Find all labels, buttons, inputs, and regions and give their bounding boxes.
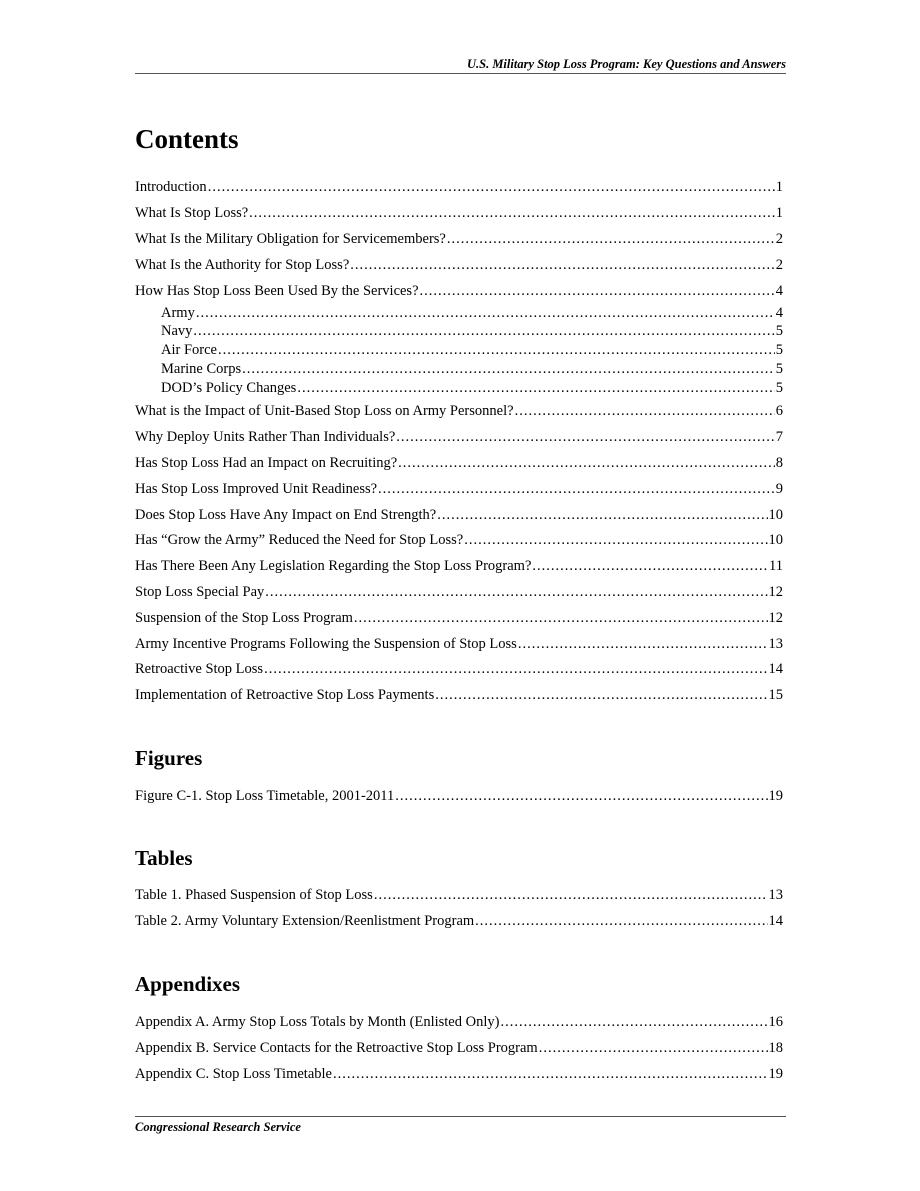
figure-entry[interactable]: Figure C-1. Stop Loss Timetable, 2001-2011 ..... 19 [135,787,783,805]
toc-subentry[interactable]: DOD’s Policy Changes ..... 5 [161,379,783,397]
toc-entry[interactable]: Implementation of Retroactive Stop Loss Payments ..... 15 [135,686,783,704]
toc-entry[interactable]: Stop Loss Special Pay ..... 12 [135,583,783,601]
toc-entry[interactable]: Has Stop Loss Improved Unit Readiness? ..... 9 [135,480,783,498]
toc-entry[interactable]: Retroactive Stop Loss ..... 14 [135,660,783,678]
toc-entry[interactable]: Does Stop Loss Have Any Impact on End Strength? ..... 10 [135,506,783,524]
toc-entry[interactable]: Has “Grow the Army” Reduced the Need for Stop Loss? ..... 10 [135,531,783,549]
appendix-entry[interactable]: Appendix A. Army Stop Loss Totals by Month (Enlisted Only) ..... 16 [135,1013,783,1031]
toc-entry[interactable]: Why Deploy Units Rather Than Individuals? ..... 7 [135,428,783,446]
toc-entry[interactable]: What Is Stop Loss? ..... 1 [135,204,783,222]
toc-entry[interactable]: What Is the Military Obligation for Servicemembers? ..... 2 [135,230,783,248]
toc-entry[interactable]: Suspension of the Stop Loss Program ..... 12 [135,609,783,627]
table-entry[interactable]: Table 1. Phased Suspension of Stop Loss ..... 13 [135,886,783,904]
toc-entry[interactable]: Has Stop Loss Had an Impact on Recruiting? ..... 8 [135,454,783,472]
toc-subentry[interactable]: Air Force ..... 5 [161,341,783,359]
appendix-entry[interactable]: Appendix C. Stop Loss Timetable ..... 19 [135,1065,783,1083]
toc-subentry[interactable]: Army ..... 4 [161,304,783,322]
toc-entry[interactable]: Has There Been Any Legislation Regarding the Stop Loss Program? ..... 11 [135,557,783,575]
toc-entry[interactable]: Introduction ..... 1 [135,178,783,196]
tables-heading: Tables [135,846,193,870]
toc-entry[interactable]: What is the Impact of Unit-Based Stop Loss on Army Personnel? ..... 6 [135,402,783,420]
toc-subentry[interactable]: Marine Corps ..... 5 [161,360,783,378]
toc-entry[interactable]: Army Incentive Programs Following the Suspension of Stop Loss ..... 13 [135,635,783,653]
toc-entry[interactable]: How Has Stop Loss Been Used By the Services? ..... 4 [135,282,783,300]
running-header: U.S. Military Stop Loss Program: Key Questions and Answers [466,57,786,71]
appendixes-heading: Appendixes [135,972,241,996]
footer-rule [135,1116,786,1117]
header-rule [135,73,786,74]
table-entry[interactable]: Table 2. Army Voluntary Extension/Reenlistment Program ..... 14 [135,912,783,930]
contents-heading: Contents [135,124,239,154]
toc-entry[interactable]: What Is the Authority for Stop Loss? ..... 2 [135,256,783,274]
running-footer: Congressional Research Service [135,1120,301,1134]
toc-subentry[interactable]: Navy ..... 5 [161,322,783,340]
figures-heading: Figures [135,746,203,770]
appendix-entry[interactable]: Appendix B. Service Contacts for the Retroactive Stop Loss Program ..... 18 [135,1039,783,1057]
